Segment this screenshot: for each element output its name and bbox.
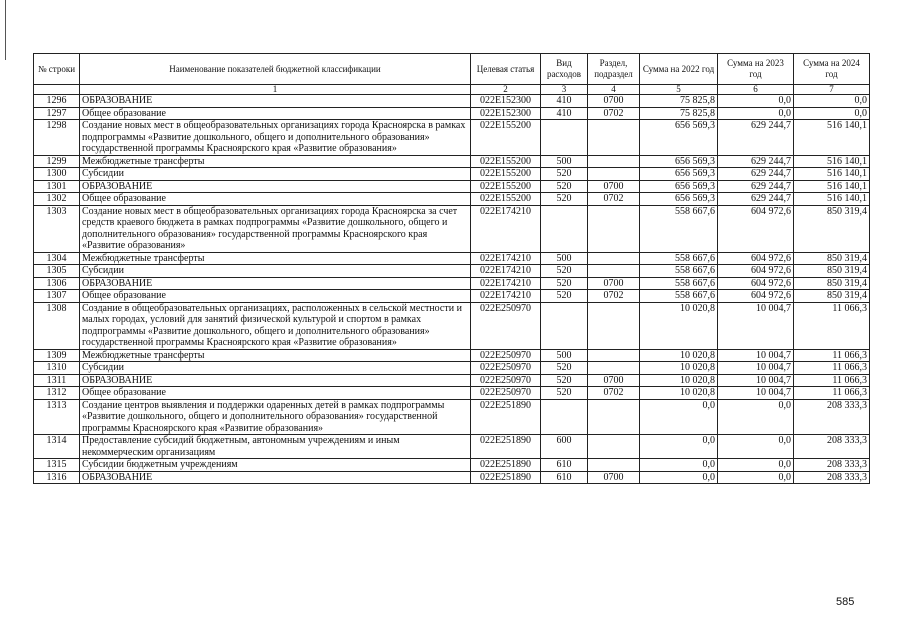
row-sum-2024: 11 066,3 (794, 387, 870, 400)
row-sum-2022: 10 020,8 (640, 302, 718, 349)
table-row (34, 252, 870, 265)
row-kind: 520 (541, 168, 588, 181)
header-name: Наименование показателей бюджетной классификации (80, 54, 471, 85)
row-sum-2022: 558 667,6 (640, 277, 718, 290)
header-index: 5 (640, 85, 718, 95)
table-row (34, 290, 870, 303)
header-2024: Сумма на 2024 год (794, 54, 870, 85)
row-sum-2023: 10 004,7 (718, 302, 794, 349)
row-kind (541, 205, 588, 252)
row-sum-2022: 656 569,3 (640, 155, 718, 168)
row-sum-2022: 10 020,8 (640, 374, 718, 387)
row-target: 022E155200 (471, 193, 541, 206)
row-target: 022E155200 (471, 168, 541, 181)
row-name: Создание центров выявления и поддержки одаренных детей в рамках подпрограммы «Развитие дошкольного, общего и дополнительного образования» государственной программы Красноярского края «Развитие образования» (80, 399, 471, 435)
row-name: Общее образование (80, 107, 471, 120)
table-row (34, 155, 870, 168)
row-number: 1306 (34, 277, 80, 290)
row-sum-2022: 558 667,6 (640, 252, 718, 265)
row-sum-2024: 0,0 (794, 107, 870, 120)
row-name: Субсидии (80, 168, 471, 181)
header-2022: Сумма на 2022 год (640, 54, 718, 85)
row-sum-2022: 656 569,3 (640, 193, 718, 206)
row-number: 1314 (34, 435, 80, 459)
row-sum-2022: 558 667,6 (640, 265, 718, 278)
row-name: Создание в общеобразовательных организациях, расположенных в сельской местности и малых городах, условий для занятий физической культурой и спортом в рамках подпрограммы «Развитие дошкольного, общего и дополнительного образования» государственной программы Красноярского края «Развитие образования» (80, 302, 471, 349)
row-sum-2023: 604 972,6 (718, 277, 794, 290)
row-name: Субсидии бюджетным учреждениям (80, 459, 471, 472)
row-name: ОБРАЗОВАНИЕ (80, 374, 471, 387)
row-sum-2022: 75 825,8 (640, 95, 718, 108)
row-section (588, 205, 640, 252)
row-sum-2023: 604 972,6 (718, 290, 794, 303)
row-section (588, 349, 640, 362)
row-name: Общее образование (80, 290, 471, 303)
row-target: 022E251890 (471, 435, 541, 459)
header-section: Раздел, подраздел (588, 54, 640, 85)
row-section: 0702 (588, 387, 640, 400)
row-number: 1308 (34, 302, 80, 349)
header-2023: Сумма на 2023 год (718, 54, 794, 85)
row-sum-2022: 10 020,8 (640, 362, 718, 375)
row-number: 1300 (34, 168, 80, 181)
row-sum-2023: 629 244,7 (718, 180, 794, 193)
row-name: ОБРАЗОВАНИЕ (80, 471, 471, 484)
row-kind: 520 (541, 362, 588, 375)
row-sum-2023: 0,0 (718, 435, 794, 459)
row-sum-2024: 516 140,1 (794, 155, 870, 168)
row-name: Субсидии (80, 362, 471, 375)
row-sum-2024: 850 319,4 (794, 277, 870, 290)
row-sum-2024: 208 333,3 (794, 435, 870, 459)
row-section (588, 120, 640, 156)
table-row (34, 205, 870, 252)
row-kind: 410 (541, 95, 588, 108)
row-number: 1311 (34, 374, 80, 387)
row-sum-2023: 10 004,7 (718, 362, 794, 375)
row-section: 0702 (588, 193, 640, 206)
row-sum-2022: 75 825,8 (640, 107, 718, 120)
table-row (34, 168, 870, 181)
header-kind: Вид расходов (541, 54, 588, 85)
row-sum-2022: 656 569,3 (640, 180, 718, 193)
header-index: 2 (471, 85, 541, 95)
row-sum-2024: 208 333,3 (794, 471, 870, 484)
row-kind: 520 (541, 180, 588, 193)
row-sum-2023: 629 244,7 (718, 120, 794, 156)
row-section: 0702 (588, 290, 640, 303)
row-name: Межбюджетные трансферты (80, 155, 471, 168)
row-target: 022E155200 (471, 155, 541, 168)
row-section (588, 265, 640, 278)
row-kind: 520 (541, 387, 588, 400)
row-section (588, 168, 640, 181)
budget-table (33, 53, 870, 484)
row-number: 1296 (34, 95, 80, 108)
row-sum-2024: 850 319,4 (794, 205, 870, 252)
row-number: 1307 (34, 290, 80, 303)
row-target: 022E251890 (471, 459, 541, 472)
row-number: 1302 (34, 193, 80, 206)
row-number: 1305 (34, 265, 80, 278)
table-row (34, 471, 870, 484)
row-name: Общее образование (80, 193, 471, 206)
table-row (34, 435, 870, 459)
row-name: ОБРАЗОВАНИЕ (80, 277, 471, 290)
row-section: 0700 (588, 277, 640, 290)
row-sum-2022: 0,0 (640, 435, 718, 459)
margin-line (5, 0, 6, 60)
row-sum-2022: 0,0 (640, 399, 718, 435)
row-name: Межбюджетные трансферты (80, 349, 471, 362)
page-number: 585 (836, 596, 855, 608)
row-number: 1313 (34, 399, 80, 435)
table-row (34, 302, 870, 349)
row-sum-2023: 604 972,6 (718, 252, 794, 265)
row-sum-2023: 604 972,6 (718, 205, 794, 252)
table-row (34, 277, 870, 290)
row-sum-2023: 0,0 (718, 459, 794, 472)
row-sum-2023: 629 244,7 (718, 168, 794, 181)
row-kind: 600 (541, 435, 588, 459)
row-sum-2022: 0,0 (640, 471, 718, 484)
row-section: 0700 (588, 471, 640, 484)
row-sum-2023: 604 972,6 (718, 265, 794, 278)
row-kind: 520 (541, 193, 588, 206)
table-row (34, 349, 870, 362)
row-kind: 520 (541, 265, 588, 278)
table-row (34, 374, 870, 387)
row-section (588, 155, 640, 168)
row-sum-2024: 516 140,1 (794, 180, 870, 193)
row-sum-2023: 629 244,7 (718, 193, 794, 206)
row-kind: 410 (541, 107, 588, 120)
table-row (34, 265, 870, 278)
row-name: Создание новых мест в общеобразовательных организациях города Красноярска за счет средств краевого бюджета в рамках подпрограммы «Развитие дошкольного, общего и дополнительного образования» государственной программы Красноярского края «Развитие образования» (80, 205, 471, 252)
row-target: 022E174210 (471, 265, 541, 278)
row-section (588, 459, 640, 472)
row-sum-2023: 0,0 (718, 399, 794, 435)
row-target: 022E250970 (471, 362, 541, 375)
row-number: 1299 (34, 155, 80, 168)
header-index: 7 (794, 85, 870, 95)
row-target: 022E152300 (471, 95, 541, 108)
row-name: Общее образование (80, 387, 471, 400)
row-target: 022E250970 (471, 302, 541, 349)
header-num: № строки (34, 54, 80, 85)
row-section (588, 302, 640, 349)
table-row (34, 399, 870, 435)
row-sum-2023: 10 004,7 (718, 374, 794, 387)
row-target: 022E250970 (471, 387, 541, 400)
table-row (34, 107, 870, 120)
table-row (34, 387, 870, 400)
row-target: 022E251890 (471, 471, 541, 484)
table-row (34, 95, 870, 108)
row-kind: 520 (541, 374, 588, 387)
row-sum-2024: 11 066,3 (794, 302, 870, 349)
row-target: 022E155200 (471, 180, 541, 193)
row-number: 1298 (34, 120, 80, 156)
row-section (588, 399, 640, 435)
row-sum-2024: 516 140,1 (794, 120, 870, 156)
table-row (34, 193, 870, 206)
row-sum-2023: 0,0 (718, 95, 794, 108)
row-kind (541, 120, 588, 156)
row-sum-2024: 850 319,4 (794, 265, 870, 278)
row-section: 0702 (588, 107, 640, 120)
row-number: 1310 (34, 362, 80, 375)
row-sum-2024: 208 333,3 (794, 399, 870, 435)
row-name: Предоставление субсидий бюджетным, автономным учреждениям и иным некоммерческим организациям (80, 435, 471, 459)
row-target: 022E174210 (471, 252, 541, 265)
row-number: 1315 (34, 459, 80, 472)
table-row (34, 459, 870, 472)
header-target: Целевая статья (471, 54, 541, 85)
row-sum-2023: 10 004,7 (718, 387, 794, 400)
row-number: 1301 (34, 180, 80, 193)
row-section (588, 252, 640, 265)
row-number: 1304 (34, 252, 80, 265)
row-name: ОБРАЗОВАНИЕ (80, 95, 471, 108)
header-index: 3 (541, 85, 588, 95)
header-index: 1 (80, 85, 471, 95)
row-target: 022E174210 (471, 277, 541, 290)
row-target: 022E155200 (471, 120, 541, 156)
header-index: 6 (718, 85, 794, 95)
header-index-row (34, 85, 870, 95)
row-kind: 520 (541, 290, 588, 303)
row-section (588, 435, 640, 459)
row-section (588, 362, 640, 375)
row-sum-2024: 208 333,3 (794, 459, 870, 472)
row-sum-2022: 10 020,8 (640, 387, 718, 400)
row-name: Межбюджетные трансферты (80, 252, 471, 265)
row-kind: 610 (541, 471, 588, 484)
row-sum-2022: 558 667,6 (640, 290, 718, 303)
row-kind: 610 (541, 459, 588, 472)
header-index (34, 85, 80, 95)
row-sum-2023: 629 244,7 (718, 155, 794, 168)
row-sum-2023: 0,0 (718, 471, 794, 484)
row-kind: 500 (541, 349, 588, 362)
row-sum-2024: 850 319,4 (794, 290, 870, 303)
row-sum-2024: 516 140,1 (794, 193, 870, 206)
row-name: Субсидии (80, 265, 471, 278)
row-target: 022E174210 (471, 205, 541, 252)
row-target: 022E250970 (471, 374, 541, 387)
row-sum-2023: 10 004,7 (718, 349, 794, 362)
row-target: 022E174210 (471, 290, 541, 303)
row-number: 1312 (34, 387, 80, 400)
table-row (34, 120, 870, 156)
row-section: 0700 (588, 95, 640, 108)
row-sum-2024: 850 319,4 (794, 252, 870, 265)
table-row (34, 362, 870, 375)
row-sum-2022: 656 569,3 (640, 168, 718, 181)
header-index: 4 (588, 85, 640, 95)
row-number: 1316 (34, 471, 80, 484)
row-sum-2022: 558 667,6 (640, 205, 718, 252)
row-sum-2022: 10 020,8 (640, 349, 718, 362)
row-kind (541, 302, 588, 349)
row-sum-2024: 11 066,3 (794, 374, 870, 387)
row-name: Создание новых мест в общеобразовательных организациях города Красноярска в рамках подпрограммы «Развитие дошкольного, общего и дополнительного образования» государственной программы Красноярского края «Развитие образования» (80, 120, 471, 156)
row-target: 022E152300 (471, 107, 541, 120)
row-sum-2024: 0,0 (794, 95, 870, 108)
row-number: 1303 (34, 205, 80, 252)
row-kind (541, 399, 588, 435)
row-sum-2022: 0,0 (640, 459, 718, 472)
row-kind: 500 (541, 155, 588, 168)
row-kind: 520 (541, 277, 588, 290)
row-number: 1309 (34, 349, 80, 362)
row-sum-2024: 11 066,3 (794, 349, 870, 362)
row-target: 022E250970 (471, 349, 541, 362)
row-sum-2023: 0,0 (718, 107, 794, 120)
row-section: 0700 (588, 180, 640, 193)
row-sum-2024: 516 140,1 (794, 168, 870, 181)
row-kind: 500 (541, 252, 588, 265)
row-section: 0700 (588, 374, 640, 387)
row-sum-2024: 11 066,3 (794, 362, 870, 375)
table-row (34, 180, 870, 193)
row-sum-2022: 656 569,3 (640, 120, 718, 156)
row-number: 1297 (34, 107, 80, 120)
row-name: ОБРАЗОВАНИЕ (80, 180, 471, 193)
row-target: 022E251890 (471, 399, 541, 435)
